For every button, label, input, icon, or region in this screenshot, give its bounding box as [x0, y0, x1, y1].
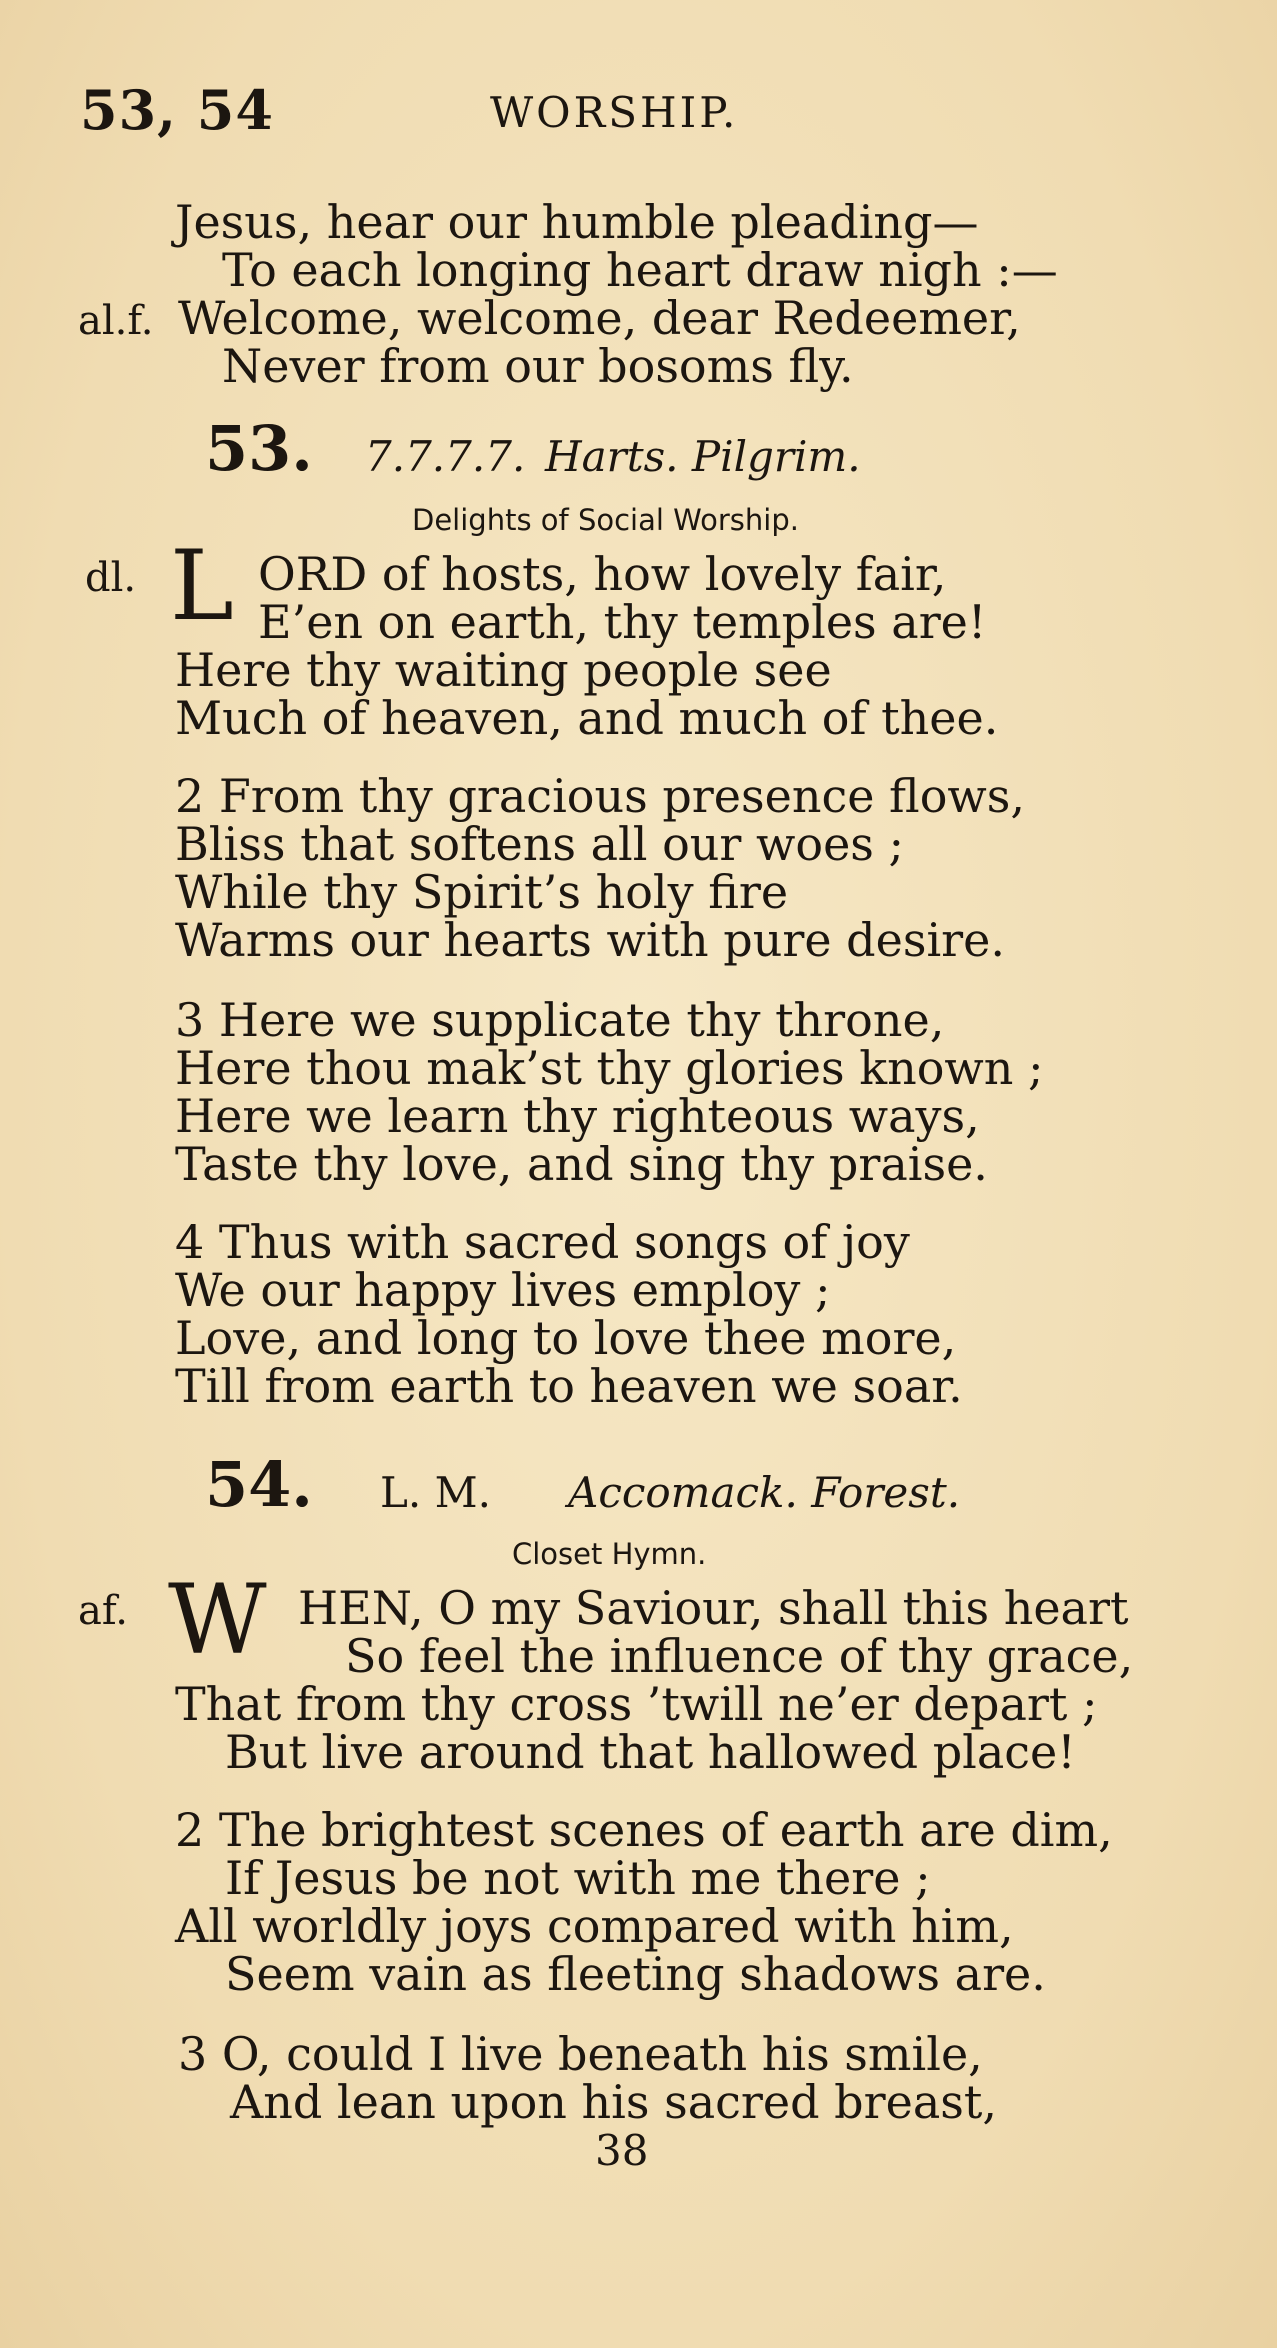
verse-line: Taste thy love, and sing thy praise.	[175, 1137, 988, 1191]
verse-line: Welcome, welcome, dear Redeemer,	[178, 291, 1021, 345]
hymn-meter: L. M.	[380, 1468, 491, 1517]
page-range: 53, 54	[80, 78, 274, 142]
verse-line: 3 Here we supplicate thy throne,	[175, 993, 945, 1047]
verse-line: So feel the influence of thy grace,	[345, 1629, 1134, 1683]
verse-line: But live around that hallowed place!	[225, 1725, 1076, 1779]
verse-line: To each longing heart draw nigh :—	[222, 243, 1058, 297]
page-number: 38	[595, 2126, 649, 2175]
hymn-subtitle: Closet Hymn.	[512, 1537, 707, 1571]
running-title: WORSHIP.	[490, 88, 739, 137]
verse-line: Never from our bosoms fly.	[222, 339, 854, 393]
tune-marker: al.f.	[78, 298, 154, 344]
verse-line: We our happy lives employ ;	[175, 1263, 831, 1317]
verse-line: Bliss that softens all our woes ;	[175, 817, 905, 871]
verse-line: While thy Spirit’s holy fire	[175, 865, 789, 919]
verse-line: Here we learn thy righteous ways,	[175, 1089, 980, 1143]
tune-marker: dl.	[85, 555, 137, 601]
verse-line: HEN, O my Saviour, shall this heart	[298, 1581, 1129, 1635]
verse-line: Seem vain as fleeting shadows are.	[225, 1947, 1046, 2001]
drop-cap: W	[168, 1564, 267, 1676]
verse-line: 2 From thy gracious presence flows,	[175, 769, 1026, 823]
verse-line: E’en on earth, thy temples are!	[258, 595, 987, 649]
verse-line: Here thou mak’st thy glories known ;	[175, 1041, 1044, 1095]
verse-line: ORD of hosts, how lovely fair,	[258, 547, 947, 601]
hymn-number: 54.	[205, 1448, 313, 1521]
drop-cap: L	[170, 530, 234, 642]
verse-line: 2 The brightest scenes of earth are dim,	[175, 1803, 1113, 1857]
verse-line: If Jesus be not with me there ;	[225, 1851, 931, 1905]
verse-line: Warms our hearts with pure desire.	[175, 913, 1005, 967]
verse-line: Much of heaven, and much of thee.	[175, 691, 999, 745]
verse-line: That from thy cross ’twill ne’er depart ;	[175, 1677, 1098, 1731]
verse-line: 3 O, could I live beneath his smile,	[178, 2027, 983, 2081]
hymn-subtitle: Delights of Social Worship.	[412, 503, 799, 537]
hymn-meter: 7.7.7.7.	[365, 432, 526, 481]
verse-line: 4 Thus with sacred songs of joy	[175, 1215, 910, 1269]
hymn-tunes: Accomack. Forest.	[568, 1468, 961, 1517]
verse-line: Here thy waiting people see	[175, 643, 832, 697]
hymn-tunes: Harts. Pilgrim.	[545, 432, 861, 481]
tune-marker: af.	[78, 1588, 128, 1634]
hymn-number: 53.	[205, 412, 313, 485]
verse-line: Till from earth to heaven we soar.	[175, 1359, 963, 1413]
verse-line: And lean upon his sacred breast,	[230, 2075, 997, 2129]
verse-line: Jesus, hear our humble pleading—	[175, 195, 979, 249]
verse-line: All worldly joys compared with him,	[175, 1899, 1014, 1953]
verse-line: Love, and long to love thee more,	[175, 1311, 957, 1365]
